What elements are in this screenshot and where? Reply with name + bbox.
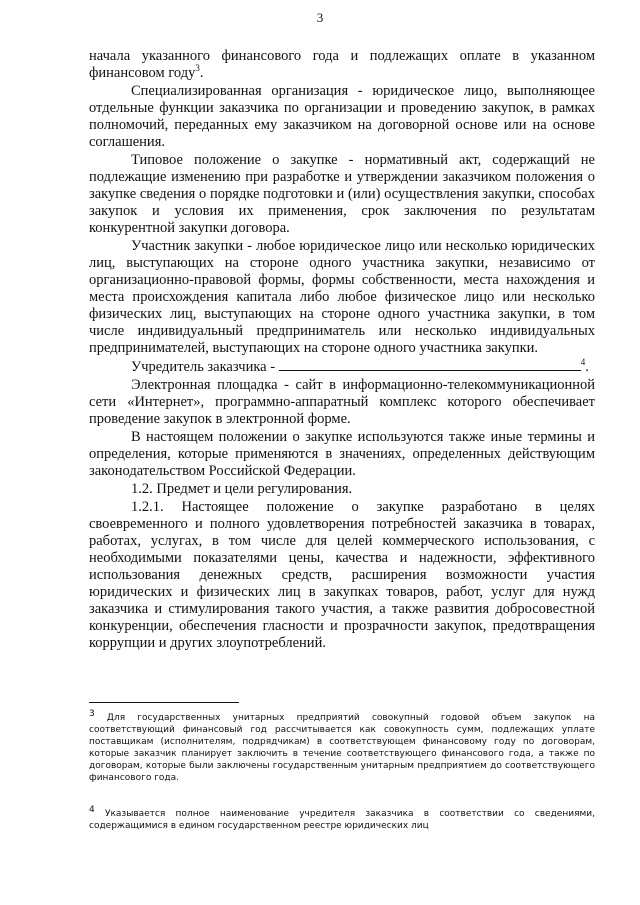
paragraph-other-terms: В настоящем положении о закупке используются также иные термины и определения, которые применяются в значениях, определенных действующим законодательством Российской Федерации. — [89, 429, 595, 479]
footnote-3-text: Для государственных унитарных предприятий совокупный годовой объем закупок на соответствующий финансовый год рассчитывается как совокупность сумм, подлежащих уплате поставщикам (исполнителям, подрядчикам) в соответствующем финансовому году по договорам, которые заказчик планирует заключить в течение соответствующего финансового года, а также по договорам, которые были заключены государственным унитарным предприятием до соответствующего финансового года. — [89, 713, 595, 783]
document-body — [89, 48, 595, 653]
paragraph-specialized-organization: Специализированная организация - юридическое лицо, выполняющее отдельные функции заказчика по организации и проведению закупок, в рамках полномочий, переданных ему заказчиком на договорной основе или на основе соглашения. — [89, 83, 595, 150]
paragraph-customer-founder — [89, 358, 595, 376]
paragraph-model-regulation: Типовое положение о закупке - нормативный акт, содержащий не подлежащие изменению при разработке и утверждении заказчиком положения о закупке сведения о порядке подготовки и (или) осуществления закупки, способах закупок и условия их применения, срок заключения по результатам конкурентной закупки договора. — [89, 152, 595, 236]
paragraph-1: начала указанного финансового года и подлежащих оплате в указанном финансовом году$^3$. — [89, 48, 595, 81]
footnote-ref-3[interactable]: 3 — [195, 63, 200, 74]
page-number: 3 — [316, 10, 324, 25]
paragraph-procurement-participant: Участник закупки - любое юридическое лицо или несколько юридических лиц, выступающих на стороне одного участника закупки, независимо от организационно-правовой формы, формы собственности, места нахождения и места происхождения капитала либо любое физическое лицо или несколько физических лиц, выступающих на стороне одного участника закупки, в том числе индивидуальный предприниматель или несколько индивидуальных предпринимателей, выступающих на стороне одного участника закупки. — [89, 238, 595, 356]
footnote-4-mark: 4 — [89, 805, 95, 815]
footnote-separator — [89, 702, 239, 703]
footnote-3-mark: 3 — [89, 709, 95, 719]
founder-label: Учредитель заказчика - — [131, 359, 279, 375]
paragraph-1-2-1: 1.2.1. Настоящее положение о закупке разработано в целях своевременного и полного удовлетворения потребностей заказчика в товарах, работах, услугах, в том числе для целей коммерческого использования, с необходимыми показателями цены, качества и надежности, эффективного использования денежных средств, расширения возможности участия юридических и физических лиц в закупках товаров, работ, услуг для нужд заказчика и стимулирования такого участия, а также развития добросовестной конкуренции, обеспечения гласности и прозрачности закупок, предотвращения коррупции и других злоупотреблений. — [89, 499, 595, 651]
paragraph-1-text: начала указанного финансового года и подлежащих оплате в указанном финансовом году — [89, 48, 595, 81]
footnote-3 — [89, 709, 595, 784]
paragraph-electronic-platform: Электронная площадка - сайт в информационно-телекоммуникационной сети «Интернет», программно-аппаратный комплекс которого обеспечивает проведение закупок в электронной форме. — [89, 377, 595, 427]
founder-end: . — [585, 359, 589, 375]
section-heading-1-2: 1.2. Предмет и цели регулирования. — [131, 481, 353, 497]
founder-blank-line — [279, 358, 581, 371]
footnote-4 — [89, 805, 595, 832]
footnote-ref-4[interactable]: 4 — [580, 357, 586, 368]
footnote-4-text: Указывается полное наименование учредителя заказчика в соответствии со сведениями, содержащимися в едином государственном реестре юридических лиц — [89, 809, 595, 831]
